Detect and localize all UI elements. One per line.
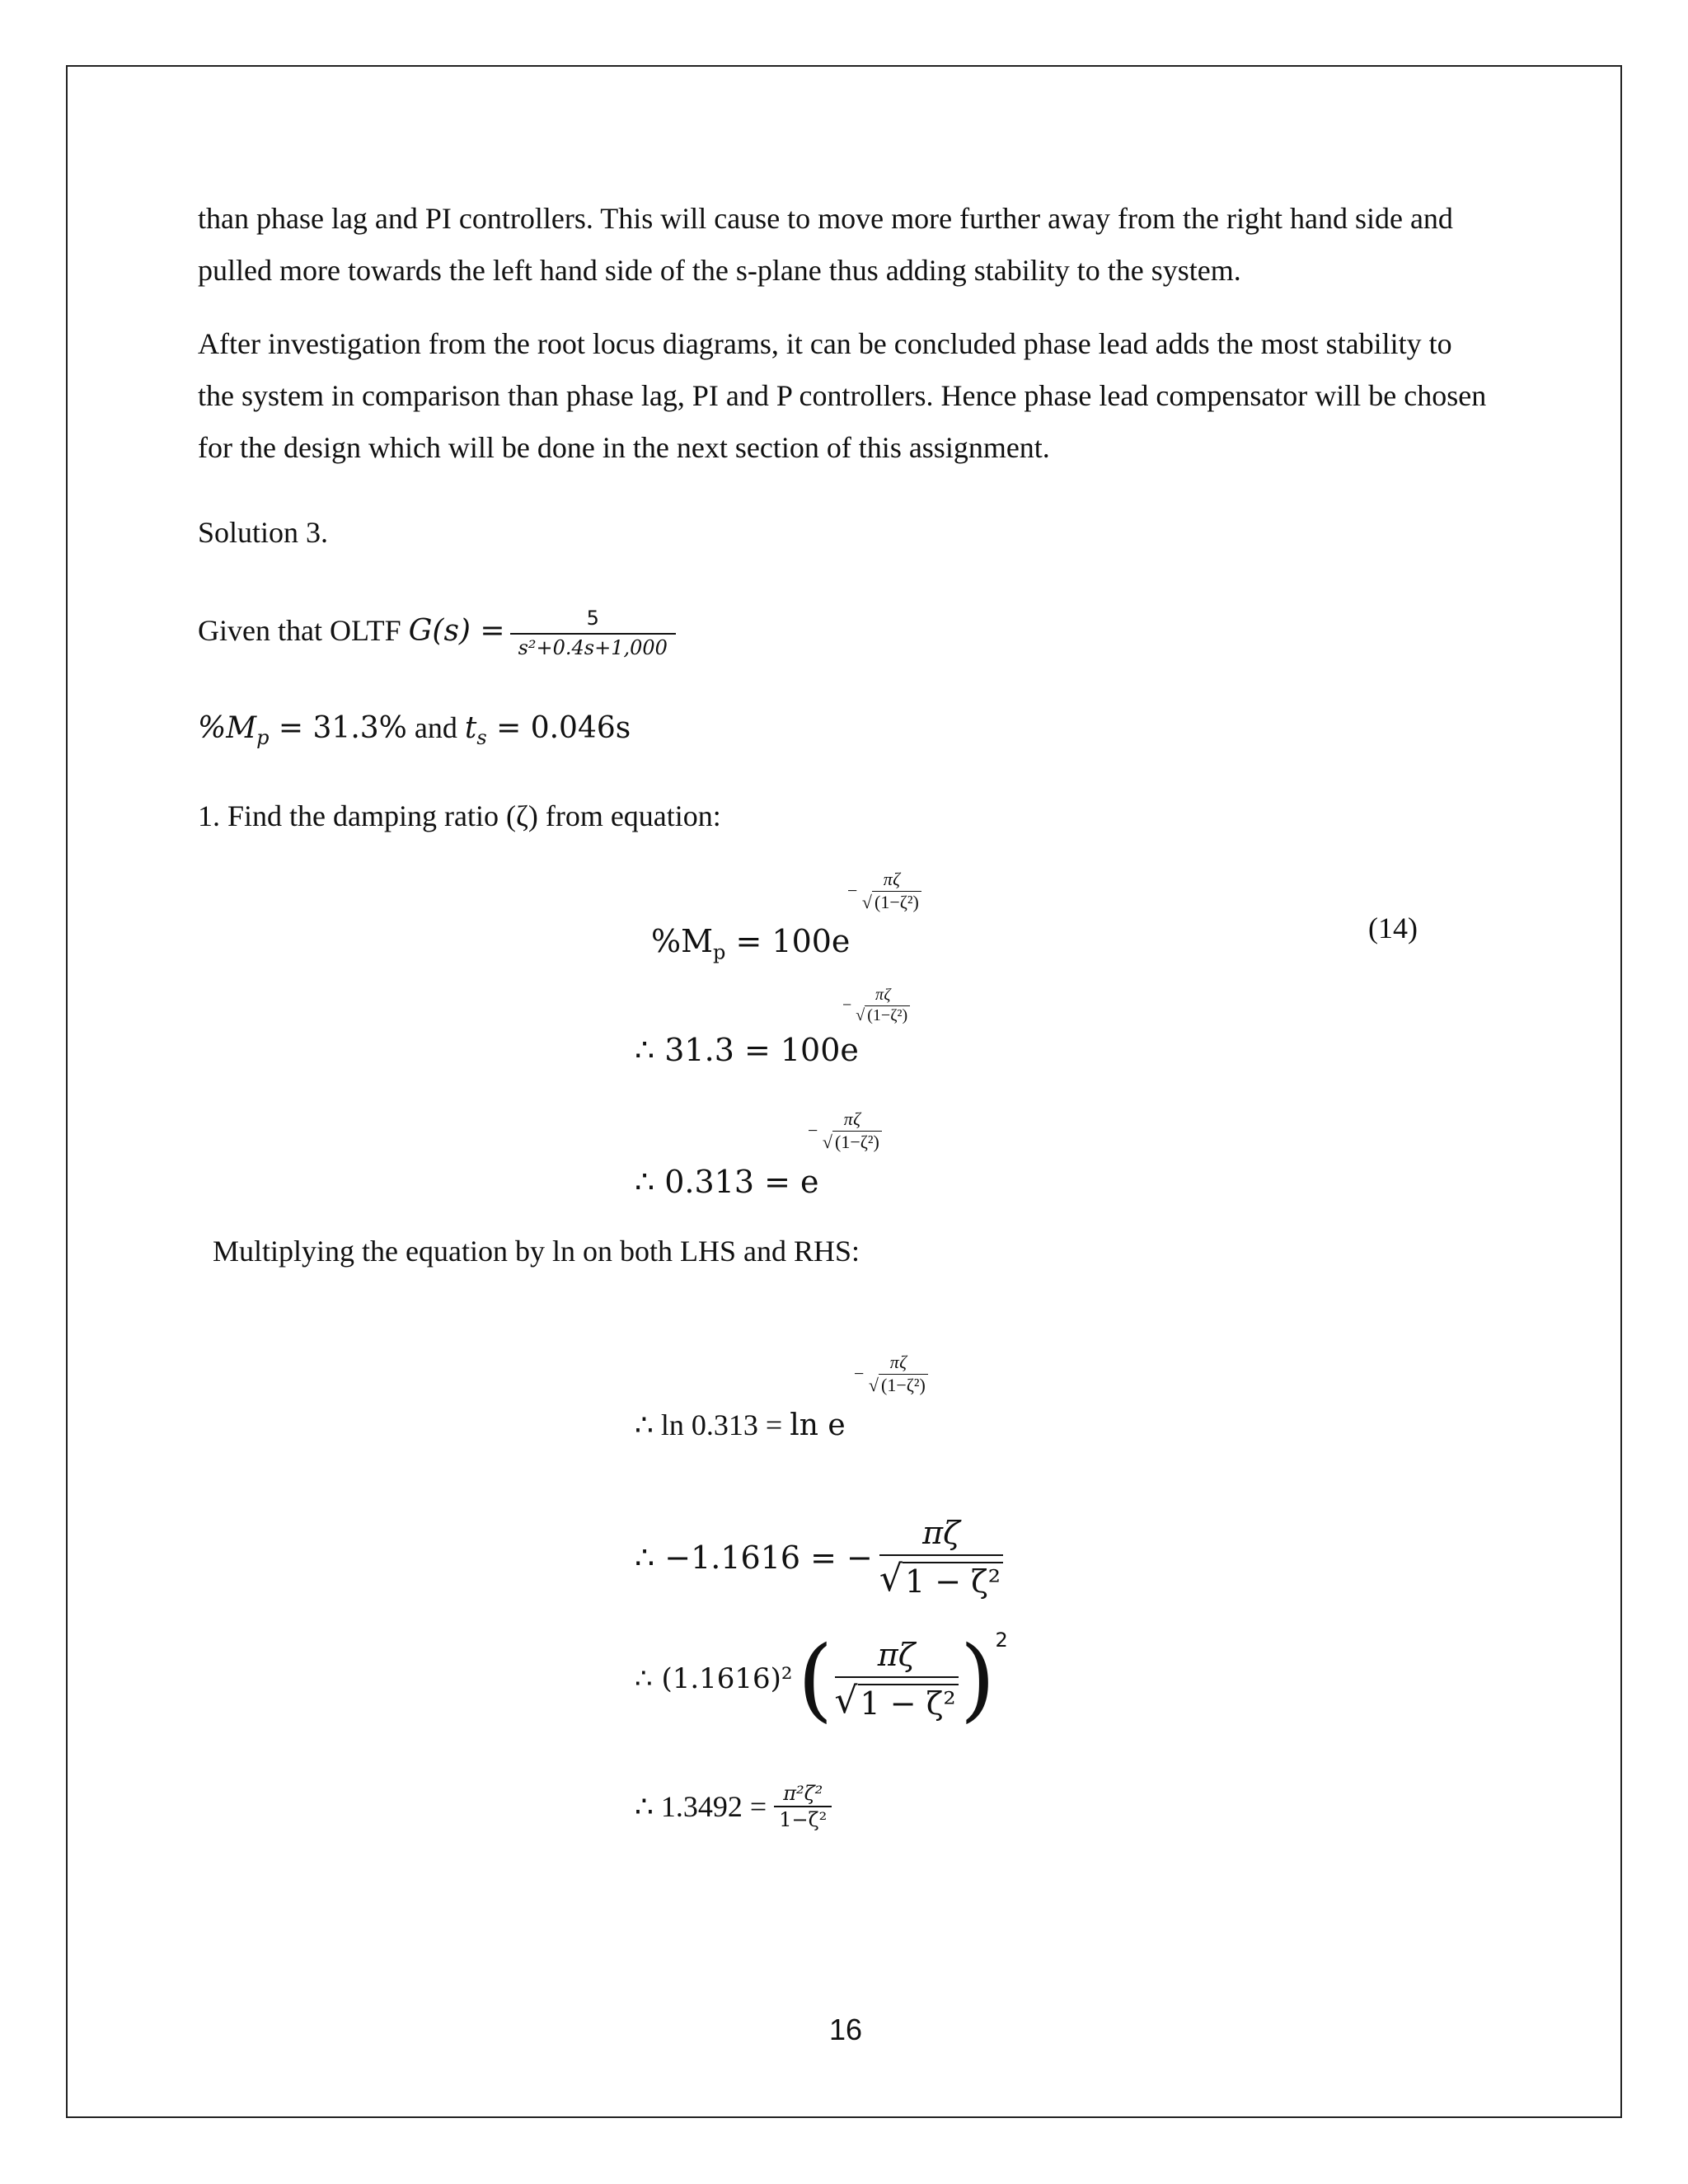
eq4-sqrt: √ (1−ζ²) <box>869 1374 928 1396</box>
given-denominator: s²+0.4s+1,000 <box>510 633 676 659</box>
paragraph-2-line-3: for the design which will be done in the next section of this assignment. <box>198 431 1050 464</box>
eq4-lhs: ∴ ln 0.313 = <box>635 1408 790 1441</box>
eq6-num: πζ <box>877 1636 916 1673</box>
eq14-exp-den-wrap <box>862 891 921 913</box>
eq7-lhs: ∴ 1.3492 = <box>635 1790 775 1823</box>
eq5-num: πζ <box>922 1515 960 1551</box>
solution-heading: Solution 3. <box>198 516 329 549</box>
equation-3: ∴ 0.313 = e <box>635 1164 819 1200</box>
eq3-exp-den: (1−ζ²) <box>832 1131 882 1153</box>
mp-subscript: p <box>256 726 270 750</box>
eq6-power: 2 <box>995 1629 1008 1652</box>
given-prefix: Given that OLTF <box>198 614 409 647</box>
eq14-sqrt: √ (1−ζ²) <box>862 891 921 913</box>
equation-4 <box>635 1408 846 1442</box>
eq2-exp-minus: − <box>842 996 852 1015</box>
given-oltf <box>198 602 676 659</box>
eq2-exponent <box>842 986 910 1025</box>
eq5-den: 1 − ζ² <box>903 1562 1003 1600</box>
paragraph-2-line-2: the system in comparison than phase lag, PI and P controllers. Hence phase lead compensator will be chosen <box>198 379 1487 412</box>
eq6-den: 1 − ζ² <box>858 1684 959 1722</box>
eq14-exponent <box>847 869 921 913</box>
eq4-rhs: ln e <box>790 1408 846 1442</box>
eq3-exponent <box>808 1108 882 1153</box>
eq6-fraction <box>835 1637 959 1722</box>
ts-symbol: t <box>464 711 477 745</box>
ts-subscript: s <box>476 726 487 750</box>
mp-value: = 31.3% <box>269 711 407 745</box>
eq3-sqrt: √ (1−ζ²) <box>823 1131 882 1153</box>
equation-5 <box>635 1515 1003 1600</box>
eq4-exp-den: (1−ζ²) <box>879 1374 928 1396</box>
eq6-sqrt: √ 1 − ζ² <box>835 1680 959 1722</box>
eq2-exp-num: πζ <box>875 986 891 1004</box>
eq6-left-paren: ( <box>797 1626 833 1732</box>
eq7-fraction <box>774 1782 832 1831</box>
step-1-text: 1. Find the damping ratio (ζ) from equation: <box>198 799 721 832</box>
eq14-exp-minus: − <box>847 880 858 901</box>
eq7-num: π²ζ² <box>783 1782 823 1805</box>
eq14-lhs: %M <box>651 923 714 959</box>
eq14-sub: p <box>713 940 726 964</box>
page-number: 16 <box>829 2013 863 2046</box>
eq14-exp-den: (1−ζ²) <box>872 891 921 913</box>
eq5-fraction <box>879 1515 1003 1600</box>
paragraph-1-line-1: than phase lag and PI controllers. This will cause to move more further away from the right hand side and <box>198 202 1453 235</box>
eq4-exponent <box>854 1352 928 1396</box>
eq3-exp-minus: − <box>808 1120 818 1141</box>
equation-2: ∴ 31.3 = 100e <box>635 1032 859 1068</box>
eq6-den-wrap <box>835 1676 959 1722</box>
eq6-right-paren: ) <box>959 1626 996 1732</box>
eq7-den: 1−ζ² <box>774 1806 832 1831</box>
equation-6 <box>635 1626 1008 1732</box>
eq4-exp-den-wrap <box>869 1374 928 1396</box>
ts-value: = 0.046s <box>486 711 631 745</box>
eq3-exp-fraction <box>823 1108 882 1153</box>
eq3-exp-num: πζ <box>843 1108 860 1129</box>
ln-note: Multiplying the equation by ln on both LHS and RHS: <box>213 1235 860 1268</box>
paragraph-2-line-1: After investigation from the root locus diagrams, it can be concluded phase lead adds the most stability to <box>198 327 1452 360</box>
eq2-exp-fraction <box>856 986 910 1025</box>
paragraph-1-line-2: pulled more towards the left hand side of the s-plane thus adding stability to the system. <box>198 254 1241 287</box>
eq4-exp-minus: − <box>854 1363 865 1384</box>
equation-7 <box>635 1782 832 1831</box>
specs-line <box>198 701 631 764</box>
given-lhs: G(s) = <box>408 613 505 648</box>
eq2-exp-den-wrap <box>856 1005 910 1025</box>
given-numerator: 5 <box>586 607 599 630</box>
eq14-exp-num: πζ <box>883 869 900 889</box>
eq5-den-wrap <box>879 1554 1003 1600</box>
given-fraction <box>510 607 676 659</box>
eq5-lhs: ∴ −1.1616 = − <box>635 1539 873 1576</box>
eq4-exp-fraction <box>869 1352 928 1396</box>
eq6-lhs: ∴ (1.1616)² <box>635 1662 793 1695</box>
and-text: and <box>406 711 465 744</box>
eq2-sqrt: √ (1−ζ²) <box>856 1005 910 1025</box>
eq5-sqrt: √ 1 − ζ² <box>879 1558 1003 1600</box>
eq3-exp-den-wrap <box>823 1131 882 1153</box>
equation-number-14: (14) <box>1368 912 1418 944</box>
eq14-rhs: = 100e <box>725 923 851 959</box>
eq2-exp-den: (1−ζ²) <box>865 1005 910 1025</box>
equation-14 <box>651 923 850 964</box>
mp-symbol: %M <box>198 711 257 745</box>
eq14-exp-fraction <box>862 869 921 913</box>
eq4-exp-num: πζ <box>889 1352 907 1372</box>
